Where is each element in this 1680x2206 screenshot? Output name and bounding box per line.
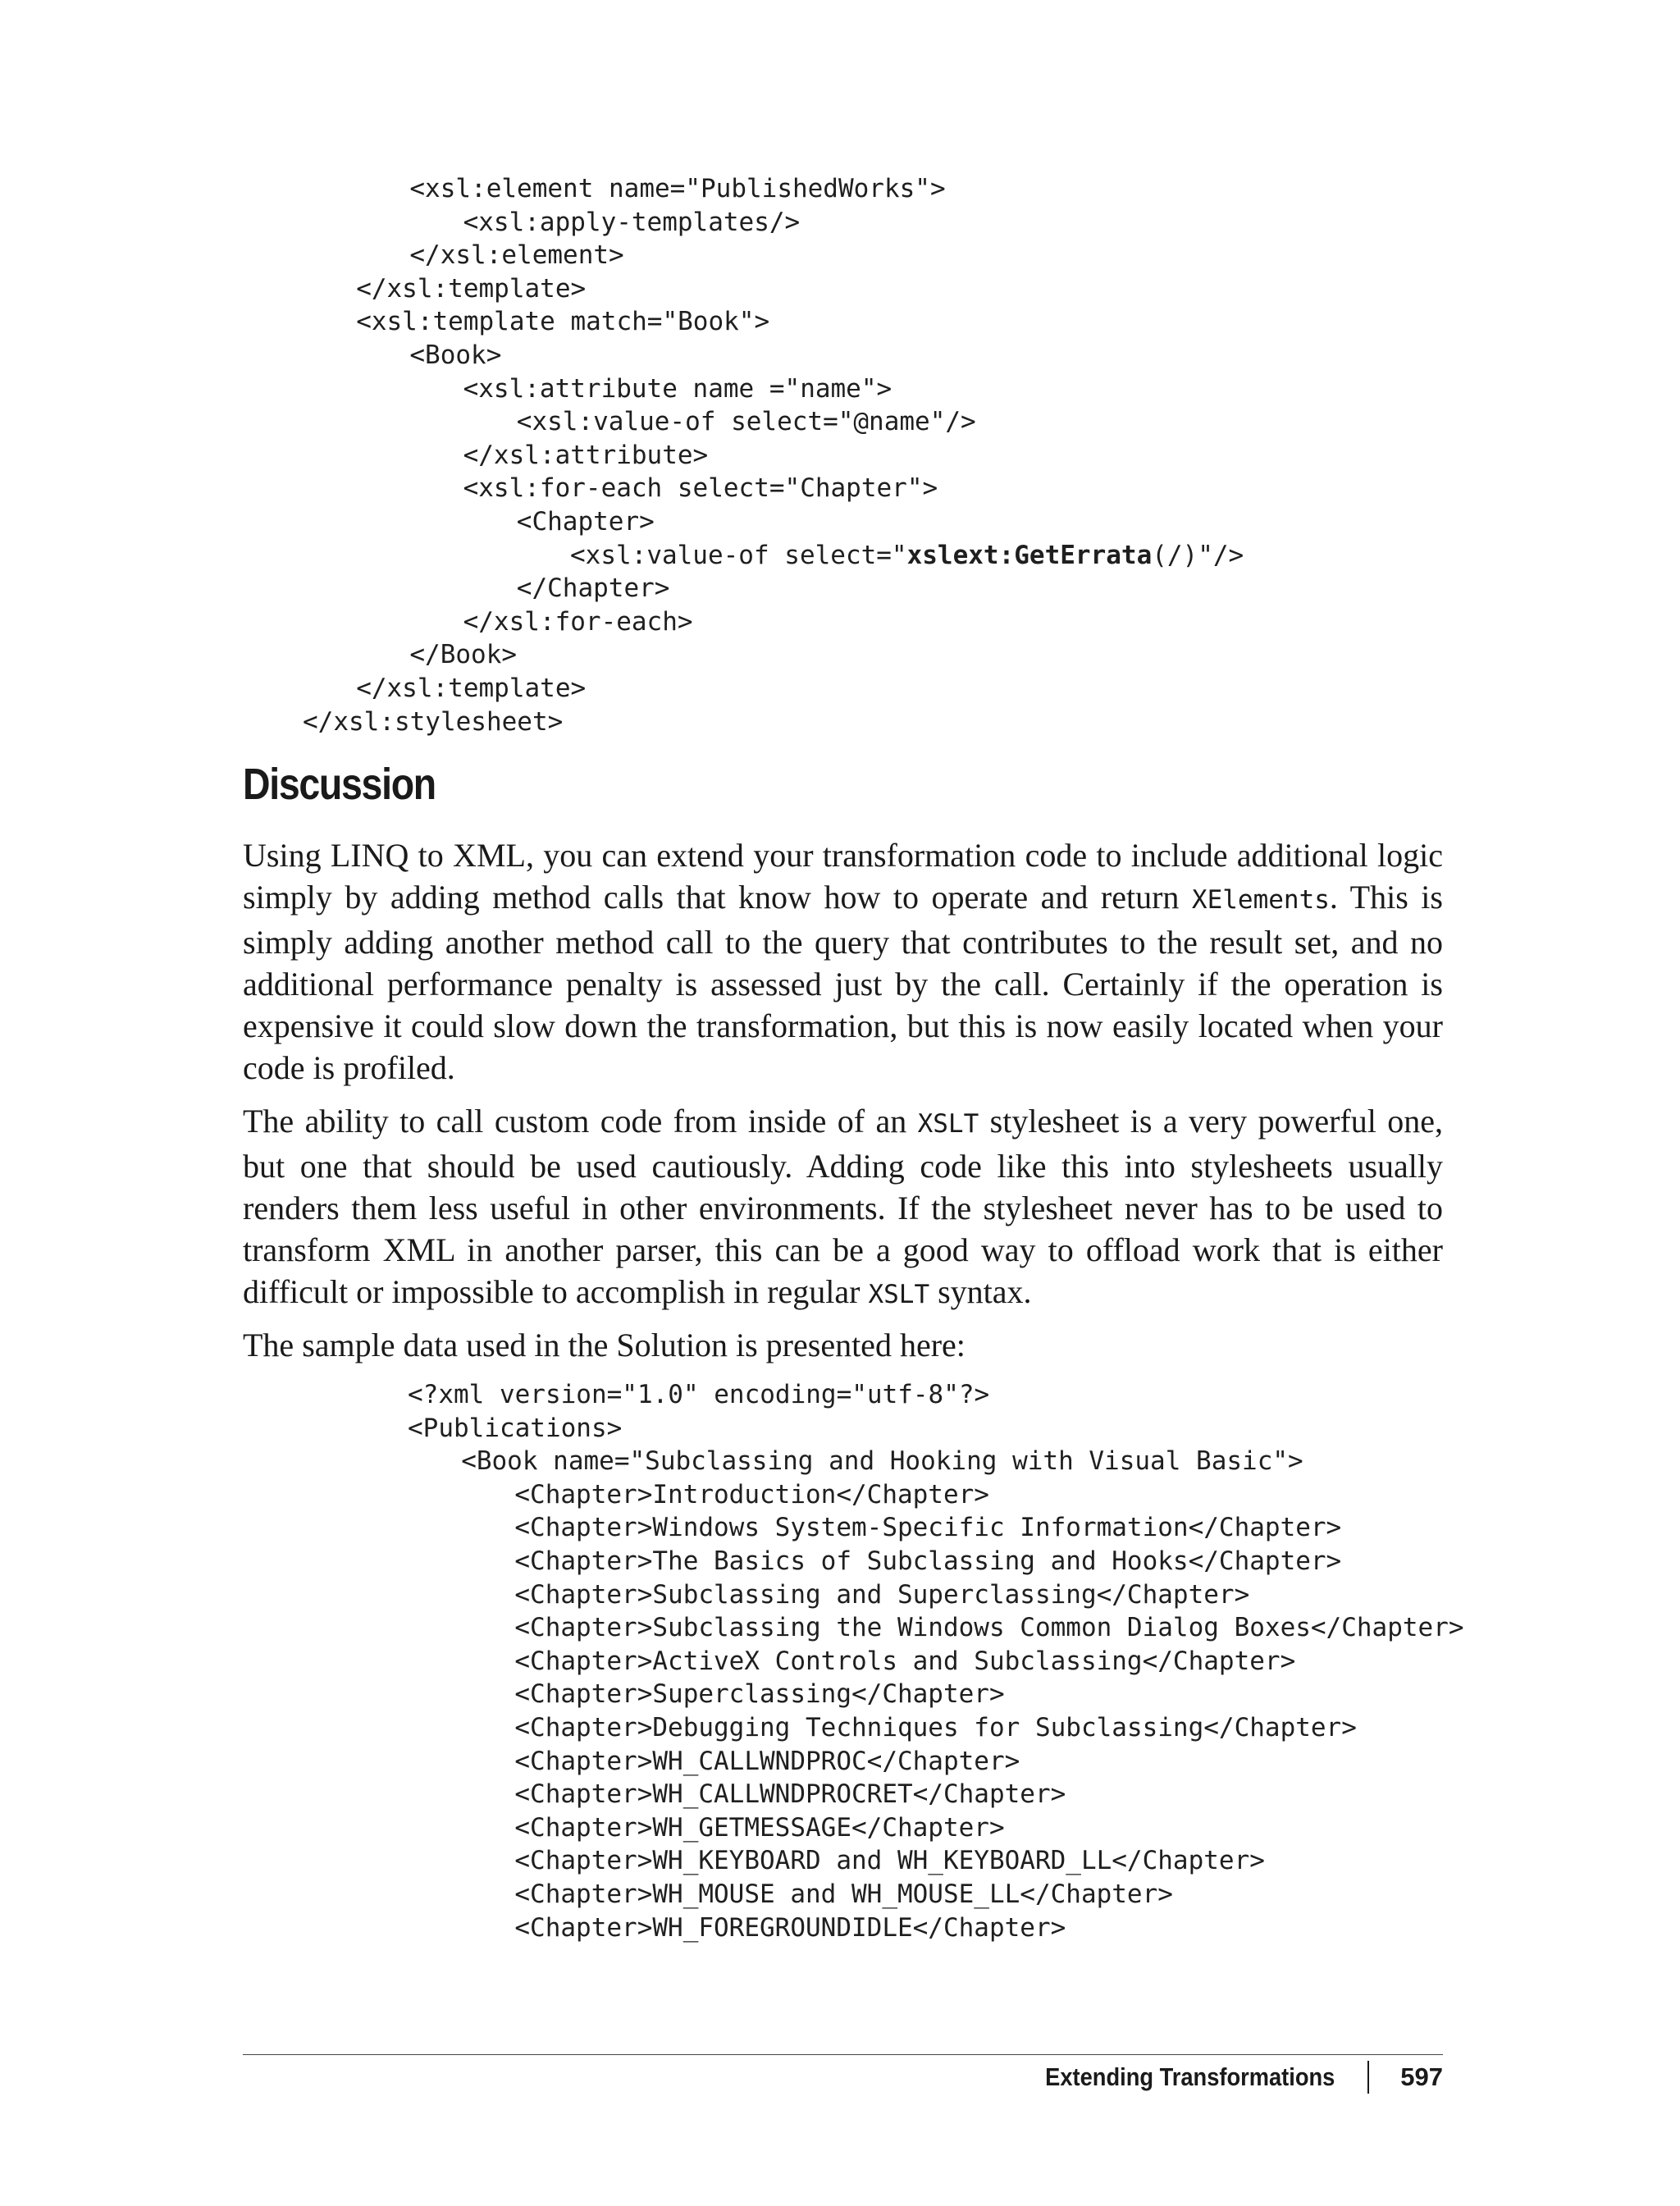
inline-code: XSLT: [917, 1109, 979, 1139]
code-line: </xsl:stylesheet>: [303, 706, 564, 737]
code-line: <Publications>: [408, 1413, 623, 1443]
paragraph-text: Using LINQ to XML, you can extend your transformation code to include additional logic simply by adding method calls that know how to operate and return: [243, 837, 1443, 916]
section-heading: Discussion: [243, 760, 436, 809]
code-line: <Book>: [409, 340, 502, 370]
code-line: </xsl:template>: [356, 673, 587, 703]
code-line: <Chapter>WH_FOREGROUNDIDLE</Chapter>: [514, 1912, 1066, 1943]
code-listing-sample-xml: [408, 1378, 1464, 1944]
code-line: <?xml version="1.0" encoding="utf-8"?>: [408, 1380, 990, 1409]
code-line: <Chapter>WH_KEYBOARD and WH_KEYBOARD_LL</Chapter>: [514, 1846, 1265, 1876]
code-line: <Chapter>WH_CALLWNDPROCRET</Chapter>: [514, 1779, 1066, 1810]
code-line: </xsl:for-each>: [463, 606, 693, 637]
discussion-paragraph-2: [243, 1100, 1443, 1316]
code-line: <xsl:template match="Book">: [356, 307, 770, 337]
code-line: <Chapter>Superclassing</Chapter>: [514, 1679, 1005, 1710]
code-line: <xsl:value-of select="@name"/>: [516, 407, 976, 437]
footer-separator: [1367, 2061, 1369, 2094]
paragraph-text: The ability to call custom code from inside of an: [243, 1103, 918, 1140]
code-line: <xsl:apply-templates/>: [463, 207, 801, 237]
page-footer: [1006, 2061, 1443, 2094]
code-listing-xslt: [303, 172, 1244, 738]
code-line: </Book>: [409, 640, 518, 670]
paragraph-text: stylesheet is a very powerful one, but one that should be used cautiously. Adding code like this into stylesheets usually renders them less useful in other environments. If the stylesheet never has to be used to transform XML in another parser, this can be a good way to offload work that is either difficult or impossible to accomplish in regular: [243, 1103, 1444, 1310]
code-line: <Chapter>The Basics of Subclassing and Hooks</Chapter>: [514, 1546, 1342, 1576]
code-line: </xsl:element>: [409, 240, 624, 271]
discussion-paragraph-1: [243, 834, 1443, 1089]
code-line: </xsl:attribute>: [463, 440, 709, 470]
discussion-paragraph-3: The sample data used in the Solution is presented here:: [243, 1327, 966, 1363]
code-line: <Chapter>Debugging Techniques for Subclassing</Chapter>: [514, 1712, 1357, 1742]
code-line: </xsl:template>: [356, 273, 587, 304]
code-line: <Book name="Subclassing and Hooking with Visual Basic">: [461, 1446, 1303, 1477]
running-title: Extending Transformations: [1045, 2062, 1335, 2091]
code-line: <Chapter>Subclassing the Windows Common Dialog Boxes</Chapter>: [514, 1613, 1464, 1643]
code-line: <Chapter>: [516, 506, 655, 537]
code-line: <Chapter>Subclassing and Superclassing</Chapter>: [514, 1579, 1250, 1610]
paragraph-text: syntax.: [929, 1273, 1032, 1310]
footer-rule: [243, 2054, 1443, 2055]
code-line: <Chapter>ActiveX Controls and Subclassing</Chapter>: [514, 1646, 1296, 1676]
inline-code: XElements: [1191, 885, 1330, 915]
code-line: <xsl:element name="PublishedWorks">: [409, 174, 946, 203]
code-highlight: xslext:GetErrata: [906, 540, 1153, 570]
code-line: <Chapter>Windows System-Specific Information</Chapter>: [514, 1513, 1342, 1543]
code-line: </Chapter>: [516, 573, 670, 604]
code-line: <xsl:for-each select="Chapter">: [463, 473, 938, 504]
inline-code: XSLT: [868, 1280, 930, 1309]
code-line: <Chapter>WH_GETMESSAGE</Chapter>: [514, 1812, 1005, 1843]
code-line: <xsl:attribute name ="name">: [463, 373, 892, 404]
code-line: <Chapter>WH_MOUSE and WH_MOUSE_LL</Chapter>: [514, 1879, 1173, 1909]
code-line: <Chapter>Introduction</Chapter>: [514, 1479, 989, 1509]
code-line: <xsl:value-of select="xslext:GetErrata(/)"/>: [570, 540, 1244, 570]
paragraph-text: . This is simply adding another method call to the query that contributes to the result set, and no additional performance penalty is assessed just by the call. Certainly if the operation is expensive it could slow down the transformation, but this is now easily located when your code is profiled.: [243, 879, 1443, 1086]
page-number: 597: [1400, 2062, 1443, 2091]
code-line: <Chapter>WH_CALLWNDPROC</Chapter>: [514, 1746, 1020, 1776]
